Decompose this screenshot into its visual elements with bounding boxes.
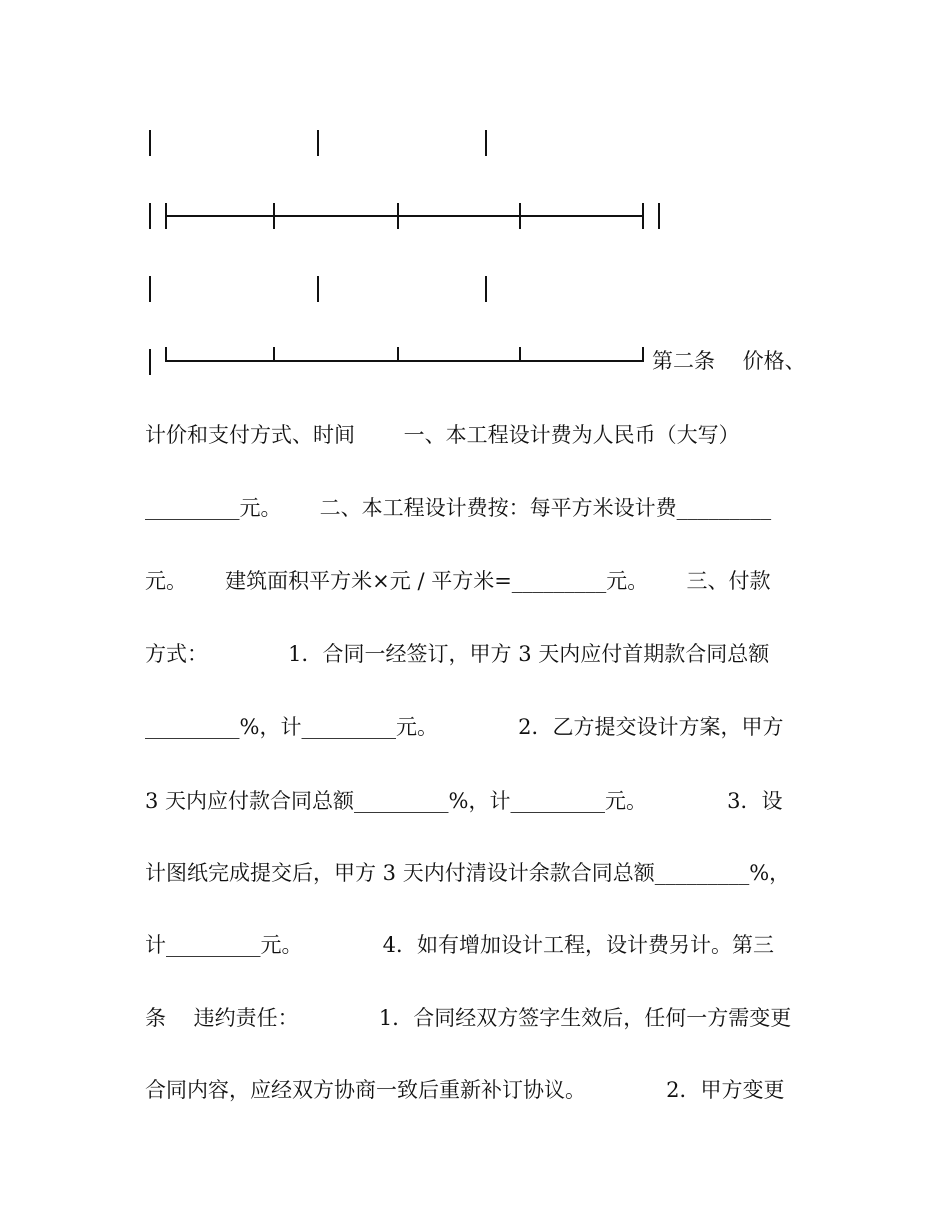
- table-border-art: [0, 0, 950, 400]
- text-line: 元。 建筑面积平方米×元 / 平方米=_________元。 三、付款: [145, 569, 771, 593]
- text-line: 计图纸完成提交后，甲方 3 天内付清设计余款合同总额_________%，: [145, 861, 791, 885]
- text-line: 方式： 1．合同一经签订，甲方 3 天内应付首期款合同总额: [145, 642, 770, 666]
- section2-heading: 第二条 价格、: [652, 349, 806, 373]
- text-line: 计价和支付方式、时间 一、本工程设计费为人民币（大写）: [145, 423, 740, 447]
- text-line: _________%，计_________元。 2．乙方提交设计方案，甲方: [145, 715, 784, 739]
- text-line: 条 违约责任： 1．合同经双方签字生效后，任何一方需变更: [145, 1006, 792, 1030]
- text-line: 合同内容，应经双方协商一致后重新补订协议。 2．甲方变更: [145, 1078, 785, 1102]
- text-line: 3 天内应付款合同总额_________%，计_________元。 3．设: [145, 789, 783, 813]
- text-line: 计_________元。 4．如有增加设计工程，设计费另计。第三: [145, 933, 775, 957]
- text-line: _________元。 二、本工程设计费按：每平方米设计费_________: [145, 496, 772, 520]
